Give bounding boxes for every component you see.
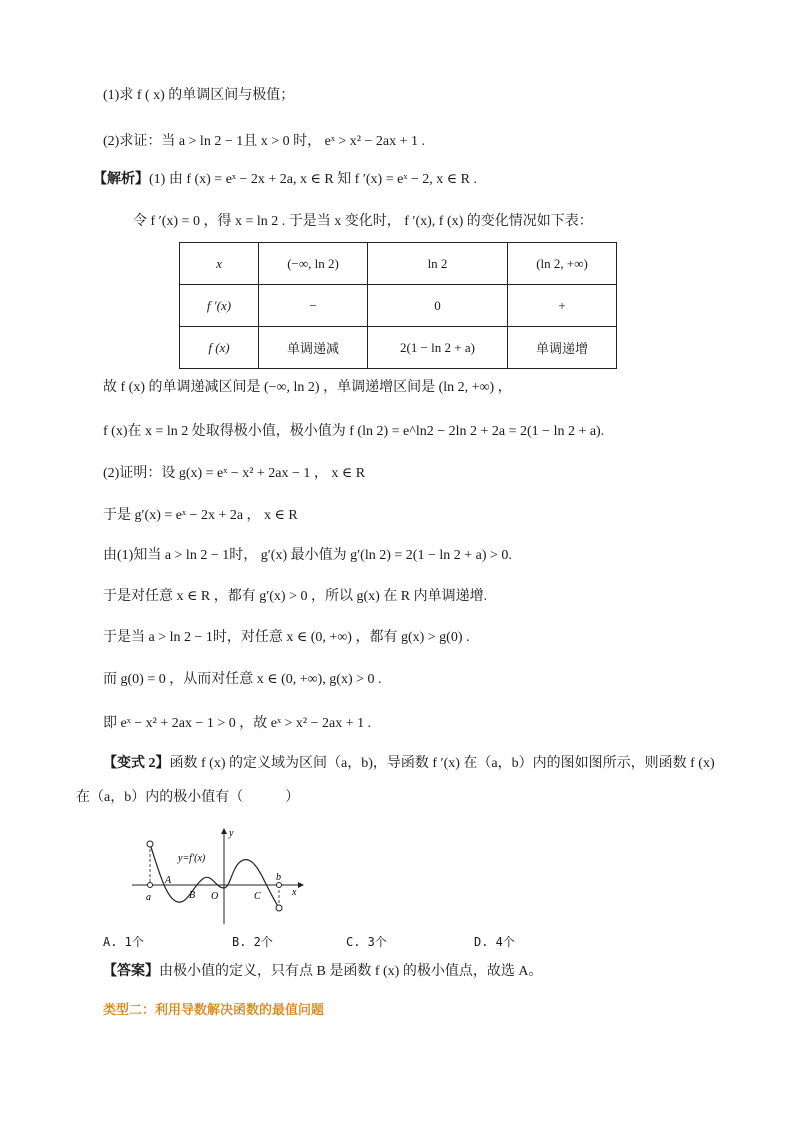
conclusion-extremum: f (x)在 x = ln 2 处取得极小值，极小值为 f (ln 2) = e^ln2 − 2ln 2 + 2a = 2(1 − ln 2 + a). [103,424,605,439]
proof-increasing: 于是对任意 x ∈ R ，都有 g′(x) > 0 ，所以 g(x) 在 R 内单调递增. [103,589,488,604]
y-axis-arrow-icon [221,828,227,834]
point-a-icon [148,883,153,888]
solution-text-1: (1) 由 f (x) = eˣ − 2x + 2a, x ∈ R 知 f ′(x) = eˣ − 2, x ∈ R . [149,172,477,187]
variant-text-1: 函数 f (x) 的定义域为区间（a，b)，导函数 f ′(x) 在（a，b）内的图如图所示，则函数 f (x) [169,756,715,771]
table-row [180,327,617,369]
point-b-icon [277,883,282,888]
table-cell: x [180,243,259,285]
table-cell: (−∞, ln 2) [259,243,368,285]
table-cell: (ln 2, +∞) [508,243,617,285]
solution-label: 【解析】 [93,172,149,187]
answer-text: 由极小值的定义，只有点 B 是函数 f (x) 的极小值点，故选 A。 [159,964,543,979]
solution-line-2: 令 f ′(x) = 0 ，得 x = ln 2 . 于是当 x 变化时， f ′(x), f (x) 的变化情况如下表： [133,214,593,229]
table-cell: + [508,285,617,327]
proof-conclusion: 即 eˣ − x² + 2ax − 1 > 0 ，故 eˣ > x² − 2ax + 1 . [103,716,372,731]
function-label: y=f′(x) [178,853,206,864]
table-cell: 单调递增 [508,327,617,369]
variant-line-1 [103,754,715,774]
proof-minimum: 由(1)知当 a > ln 2 − 1时， g′(x) 最小值为 g′(ln 2) = 2(1 − ln 2 + a) > 0. [103,548,512,563]
table-row [180,243,617,285]
option-b[interactable]: B. 2个 [232,935,273,949]
variation-table [179,242,617,369]
label-b: b [276,872,281,883]
table-cell: f (x) [180,327,259,369]
table-cell: ln 2 [368,243,508,285]
answer-label: 【答案】 [103,964,159,979]
table-cell: 2(1 − ln 2 + a) [368,327,508,369]
table-row [180,285,617,327]
table-cell: f ′(x) [180,285,259,327]
endpoint-b-icon [276,905,282,911]
question-1: (1)求 f ( x) 的单调区间与极值； [103,88,295,103]
conclusion-intervals: 故 f (x) 的单调递减区间是 (−∞, ln 2) ，单调递增区间是 (ln 2, +∞) ， [103,380,512,395]
variant-label: 【变式 2】 [103,756,170,771]
solution-line-1 [93,170,477,190]
label-A: A [165,875,172,886]
label-B: B [189,890,196,901]
option-d[interactable]: D. 4个 [474,935,515,949]
variant-line-2: 在（a，b）内的极小值有（ ） [76,790,300,805]
endpoint-a-icon [147,841,153,847]
label-C: C [254,891,261,902]
label-O: O [211,891,219,902]
section-heading: 类型二：利用导数解决函数的最值问题 [103,1003,325,1018]
question-2: (2)求证：当 a > ln 2 − 1且 x > 0 时， eˣ > x² − 2ax + 1 . [103,134,425,149]
x-axis-arrow-icon [298,882,304,888]
x-label: x [292,887,297,898]
derivative-graph [128,828,308,926]
proof-positive: 而 g(0) = 0 ，从而对任意 x ∈ (0, +∞), g(x) > 0 . [103,672,382,687]
table-cell: − [259,285,368,327]
option-c[interactable]: C. 3个 [346,935,387,949]
option-a[interactable]: A. 1个 [103,935,144,949]
table-cell: 单调递减 [259,327,368,369]
y-label: y [229,828,234,839]
table-cell: 0 [368,285,508,327]
proof-derivative: 于是 g′(x) = eˣ − 2x + 2a ， x ∈ R [103,508,298,523]
label-a: a [146,892,151,903]
proof-compare: 于是当 a > ln 2 − 1时，对任意 x ∈ (0, +∞) ，都有 g(x) > g(0) . [103,630,470,645]
answer-line [103,962,542,982]
proof-define-g: (2)证明：设 g(x) = eˣ − x² + 2ax − 1 ， x ∈ R [103,466,366,481]
